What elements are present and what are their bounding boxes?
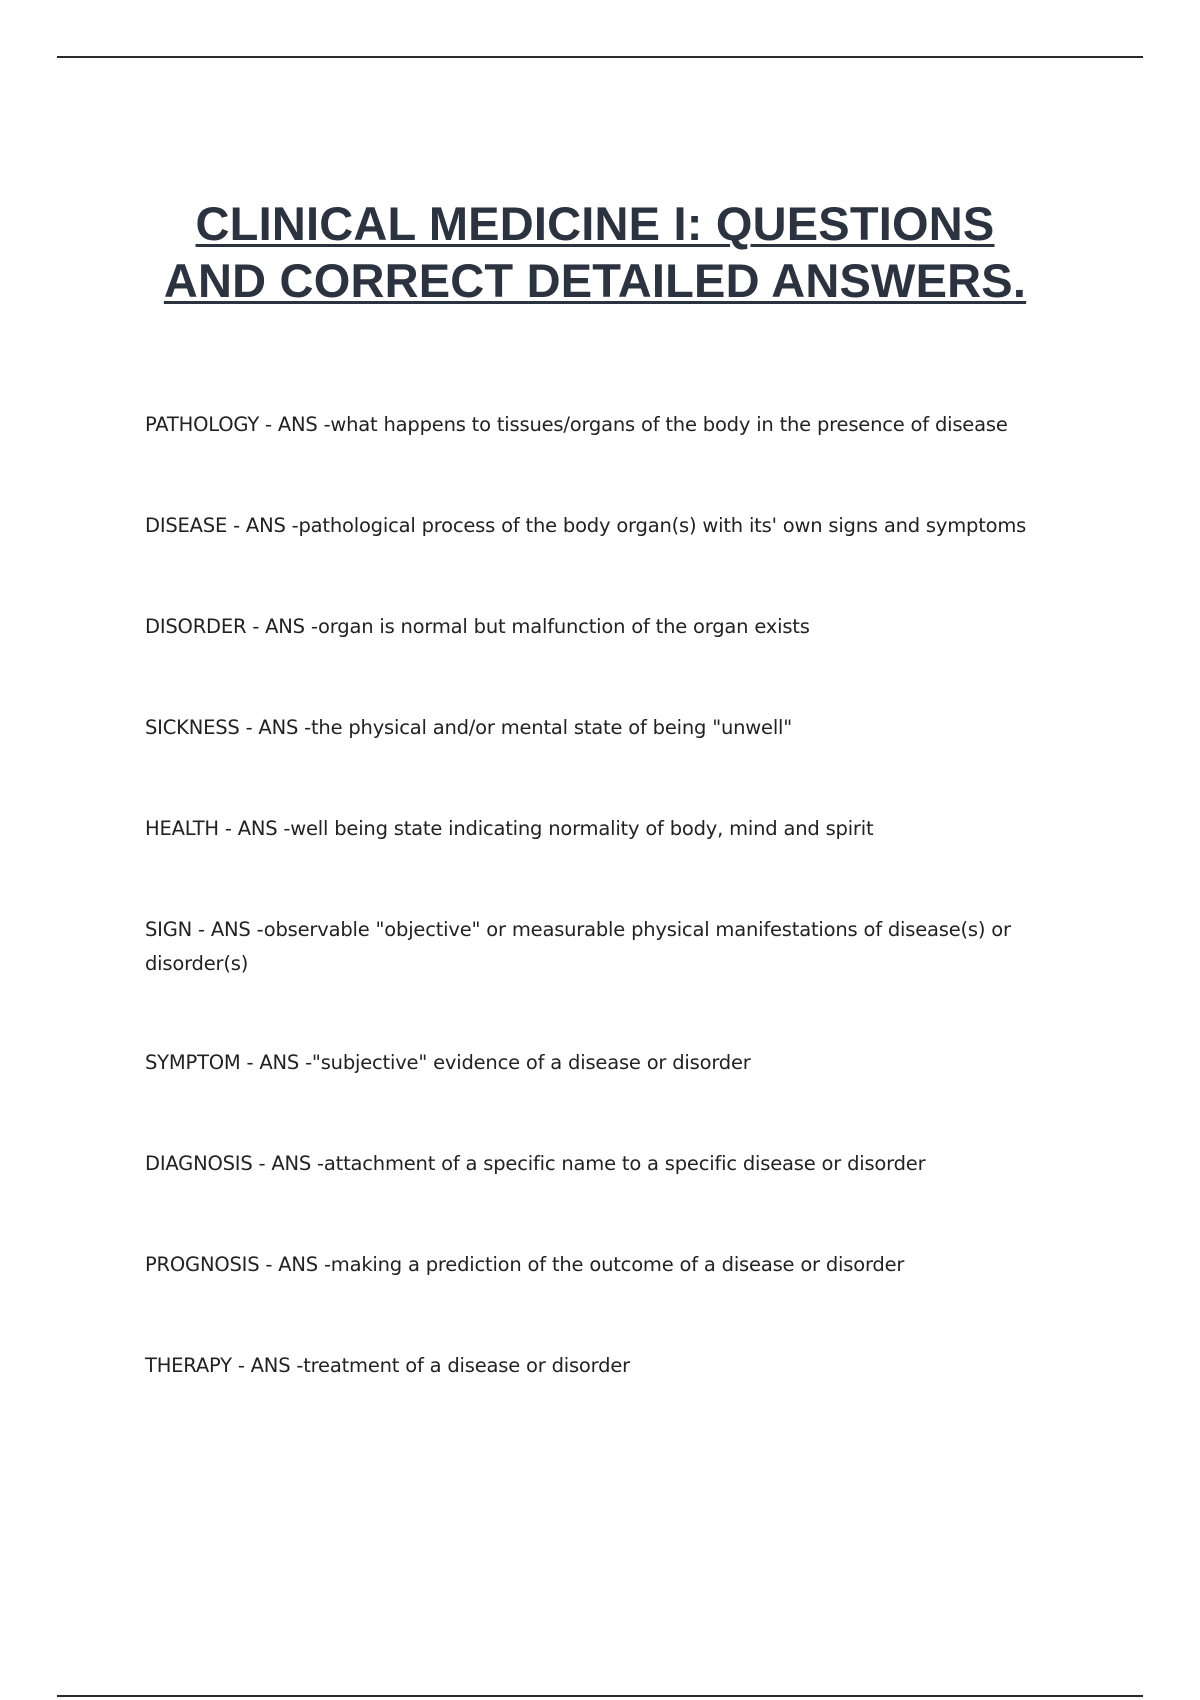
top-divider bbox=[57, 56, 1143, 58]
definition-health: HEALTH - ANS -well being state indicating normality of body, mind and spirit bbox=[145, 817, 874, 840]
definition-sign: SIGN - ANS -observable "objective" or measurable physical manifestations of disease(s) or disorder(s) bbox=[145, 918, 1011, 975]
definition-prognosis: PROGNOSIS - ANS -making a prediction of the outcome of a disease or disorder bbox=[145, 1253, 905, 1276]
definition-sickness: SICKNESS - ANS -the physical and/or mental state of being "unwell" bbox=[145, 716, 793, 739]
definition-symptom: SYMPTOM - ANS -"subjective" evidence of a disease or disorder bbox=[145, 1051, 751, 1074]
title-line-1: CLINICAL MEDICINE I: QUESTIONS bbox=[195, 197, 995, 250]
definition-disorder: DISORDER - ANS -organ is normal but malfunction of the organ exists bbox=[145, 615, 810, 638]
page-title bbox=[0, 195, 1190, 309]
definitions-list bbox=[145, 408, 1045, 1450]
definition-disease: DISEASE - ANS -pathological process of the body organ(s) with its' own signs and symptoms bbox=[145, 514, 1027, 537]
bottom-divider bbox=[57, 1695, 1143, 1697]
definition-therapy: THERAPY - ANS -treatment of a disease or disorder bbox=[145, 1354, 630, 1377]
definition-diagnosis: DIAGNOSIS - ANS -attachment of a specific name to a specific disease or disorder bbox=[145, 1152, 926, 1175]
title-line-2: AND CORRECT DETAILED ANSWERS. bbox=[163, 254, 1027, 307]
definition-pathology: PATHOLOGY - ANS -what happens to tissues/organs of the body in the presence of disease bbox=[145, 413, 1008, 436]
